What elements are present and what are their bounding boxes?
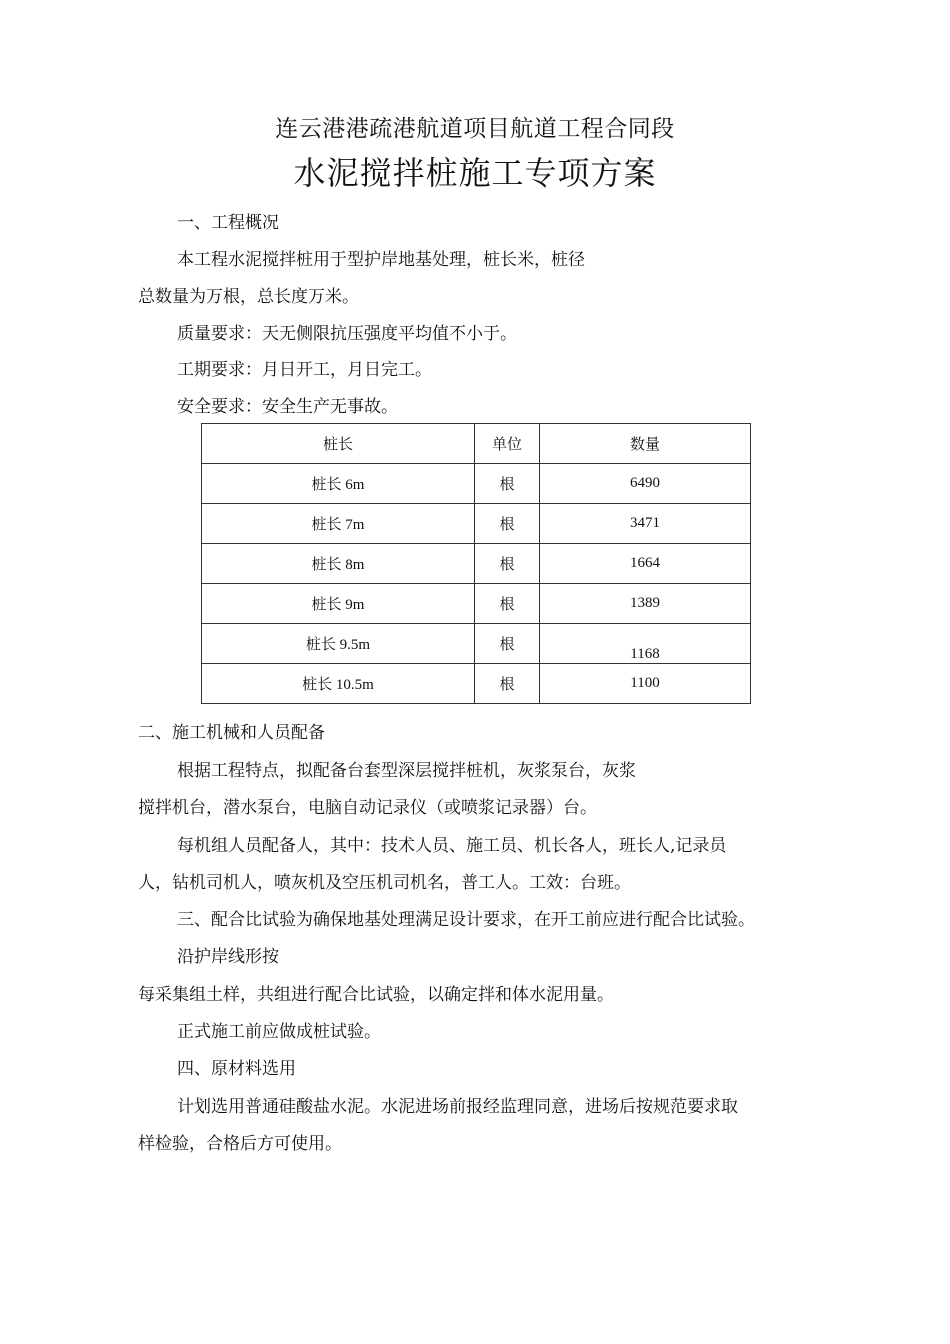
- document-title-project: 连云港港疏港航道项目航道工程合同段: [275, 116, 675, 142]
- table-row: [202, 664, 751, 704]
- table-row: [202, 544, 751, 584]
- paragraph-equipment-line1: 根据工程特点，拟配备台套型深层搅拌桩机，灰浆泵台，灰浆: [177, 761, 636, 781]
- table-cell: 1664: [540, 544, 751, 584]
- table-cell: 桩长 10.5m: [202, 664, 475, 704]
- paragraph-overview-line1: 本工程水泥搅拌桩用于型护岸地基处理，桩长米，桩径: [177, 250, 585, 270]
- table-cell: 根: [475, 504, 540, 544]
- quality-requirement: 质量要求：天无侧限抗压强度平均值不小于。: [177, 324, 517, 344]
- safety-requirement: 安全要求：安全生产无事故。: [177, 397, 398, 417]
- table-cell: 桩长 6m: [202, 464, 475, 504]
- table-header-row: [202, 424, 751, 464]
- table-cell: 桩长 7m: [202, 504, 475, 544]
- table-cell: 1389: [540, 584, 751, 624]
- paragraph-equipment-line2: 搅拌机台，潜水泵台，电脑自动记录仪（或喷浆记录器）台。: [138, 798, 597, 818]
- table-cell: 桩长 8m: [202, 544, 475, 584]
- table-cell: 根: [475, 664, 540, 704]
- table-cell: 桩长 9m: [202, 584, 475, 624]
- table-cell: 根: [475, 584, 540, 624]
- section-3-heading: 三、配合比试验为确保地基处理满足设计要求，在开工前应进行配合比试验。: [177, 910, 755, 930]
- table-header-cell: 单位: [475, 424, 540, 464]
- table-row: [202, 464, 751, 504]
- table-header-cell: 数量: [540, 424, 751, 464]
- paragraph-staffing-line1: 每机组人员配备人，其中：技术人员、施工员、机长各人，班长人,记录员: [177, 836, 727, 856]
- table-row: [202, 624, 751, 664]
- paragraph-overview-line2: 总数量为万根，总长度万米。: [138, 287, 359, 307]
- table-cell: 根: [475, 544, 540, 584]
- table-cell: 3471: [540, 504, 751, 544]
- section-4-heading: 四、原材料选用: [177, 1059, 296, 1079]
- table-cell: 1100: [540, 664, 751, 704]
- paragraph-materials-line1: 计划选用普通硅酸盐水泥。水泥进场前报经监理同意，进场后按规范要求取: [177, 1097, 738, 1117]
- schedule-requirement: 工期要求：月日开工，月日完工。: [177, 360, 432, 380]
- paragraph-trial-pile: 正式施工前应做成桩试验。: [177, 1022, 381, 1042]
- pile-quantity-table: [201, 423, 751, 704]
- paragraph-staffing-line2: 人，钻机司机人，喷灰机及空压机司机名，普工人。工效：台班。: [138, 873, 631, 893]
- table-cell: 根: [475, 464, 540, 504]
- table-header-cell: 桩长: [202, 424, 475, 464]
- section-2-heading: 二、施工机械和人员配备: [138, 723, 325, 743]
- table-row: [202, 584, 751, 624]
- document-title-main: 水泥搅拌桩施工专项方案: [293, 154, 657, 192]
- paragraph-mix-line2: 每采集组土样，共组进行配合比试验，以确定拌和体水泥用量。: [138, 985, 614, 1005]
- section-1-heading: 一、工程概况: [177, 213, 279, 233]
- table-cell: 6490: [540, 464, 751, 504]
- paragraph-materials-line2: 样检验，合格后方可使用。: [138, 1134, 342, 1154]
- table-cell: 1168: [540, 624, 751, 664]
- table-row: [202, 504, 751, 544]
- table-cell: 桩长 9.5m: [202, 624, 475, 664]
- table-cell: 根: [475, 624, 540, 664]
- paragraph-mix-line1: 沿护岸线形按: [177, 947, 279, 967]
